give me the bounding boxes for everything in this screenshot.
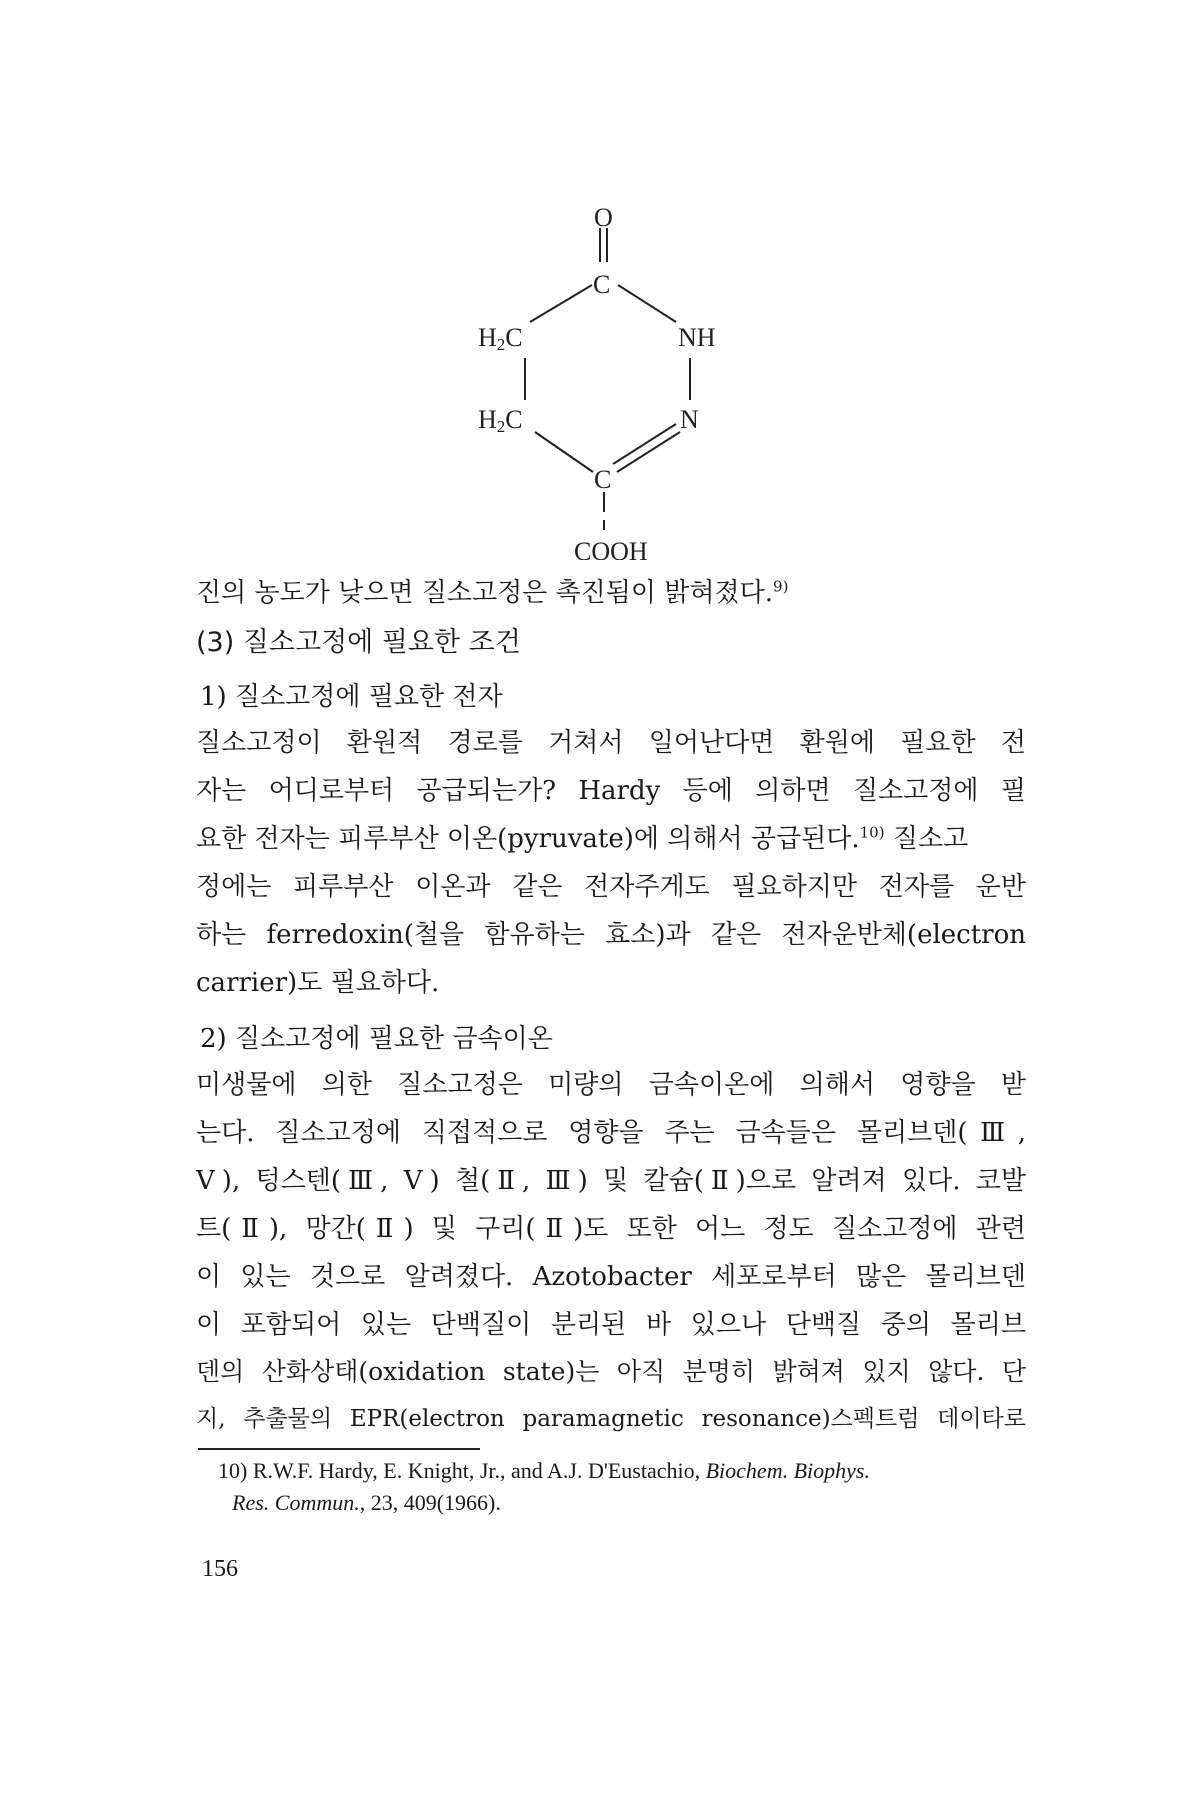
atom-o-top: O xyxy=(594,203,613,232)
footnote-line2 xyxy=(232,1490,501,1516)
atom-c-bottom: C xyxy=(594,465,612,494)
p1-line3 xyxy=(196,818,968,855)
footnote-rule xyxy=(198,1448,480,1450)
footnote-journal-part2: Res. Commun. xyxy=(232,1490,360,1515)
footnote-volume: , 23, 409(1966). xyxy=(359,1490,501,1515)
p2-line1: 미생물에 의한 질소고정은 미량의 금속이온에 의해서 영향을 받 xyxy=(196,1070,1026,1100)
intro-text: 진의 농도가 낮으면 질소고정은 촉진됨이 밝혀졌다. xyxy=(196,578,774,608)
p2-line4: 트(Ⅱ), 망간(Ⅱ) 및 구리(Ⅱ)도 또한 어느 정도 질소고정에 관련 xyxy=(196,1214,1026,1244)
p1-line3-tail: 질소고 xyxy=(884,824,969,854)
atom-nh: NH xyxy=(678,323,716,352)
atom-cooh: COOH xyxy=(574,537,648,560)
footnote-authors: 10) R.W.F. Hardy, E. Knight, Jr., and A.J. D'Eustachio, xyxy=(218,1458,706,1483)
atom-c-top: C xyxy=(593,270,611,299)
p2-line6: 이 포함되어 있는 단백질이 분리된 바 있으나 단백질 중의 몰리브 xyxy=(196,1310,1026,1340)
footnote-line1 xyxy=(218,1458,870,1484)
p1-line4: 정에는 피루부산 이온과 같은 전자주게도 필요하지만 전자를 운반 xyxy=(196,872,1026,902)
p2-line3: Ⅴ), 텅스텐(Ⅲ, Ⅴ) 철(Ⅱ, Ⅲ) 및 칼슘(Ⅱ)으로 알려져 있다. 코발 xyxy=(196,1166,1026,1196)
p2-line8: 지, 추출물의 EPR(electron paramagnetic resonance)스펙트럼 데이타로 xyxy=(196,1406,1026,1432)
reference-9: 9) xyxy=(773,577,789,596)
p2-line7: 덴의 산화상태(oxidation state)는 아직 분명히 밝혀져 있지 않다. 단 xyxy=(196,1357,1026,1386)
p1-line6: carrier)도 필요하다. xyxy=(196,968,440,998)
atom-h2c-lower: H2C xyxy=(478,405,523,436)
p2-line5: 이 있는 것으로 알려졌다. Azotobacter 세포로부터 많은 몰리브덴 xyxy=(196,1262,1026,1292)
intro-line xyxy=(196,572,788,609)
page-number: 156 xyxy=(202,1556,238,1582)
atom-n: N xyxy=(680,405,699,434)
p1-line2: 자는 어디로부터 공급되는가? Hardy 등에 의하면 질소고정에 필 xyxy=(196,776,1026,806)
sub2-heading: 2) 질소고정에 필요한 금속이온 xyxy=(200,1024,553,1054)
p1-line3-text: 요한 전자는 피루부산 이온(pyruvate)에 의해서 공급된다. xyxy=(196,824,860,854)
atom-h2c-upper: H2C xyxy=(478,323,523,354)
p2-line2: 는다. 질소고정에 직접적으로 영향을 주는 금속들은 몰리브덴(Ⅲ, xyxy=(196,1118,1026,1148)
footnote-journal-part1: Biochem. Biophys. xyxy=(705,1458,870,1483)
p1-line1: 질소고정이 환원적 경로를 거쳐서 일어난다면 환원에 필요한 전 xyxy=(196,728,1026,758)
reference-10: 10) xyxy=(859,823,885,842)
chemical-structure xyxy=(0,0,1200,560)
p1-line5: 하는 ferredoxin(철을 함유하는 효소)과 같은 전자운반체(electron xyxy=(196,920,1026,950)
section-heading: (3) 질소고정에 필요한 조건 xyxy=(196,627,521,658)
sub1-heading: 1) 질소고정에 필요한 전자 xyxy=(200,682,503,712)
